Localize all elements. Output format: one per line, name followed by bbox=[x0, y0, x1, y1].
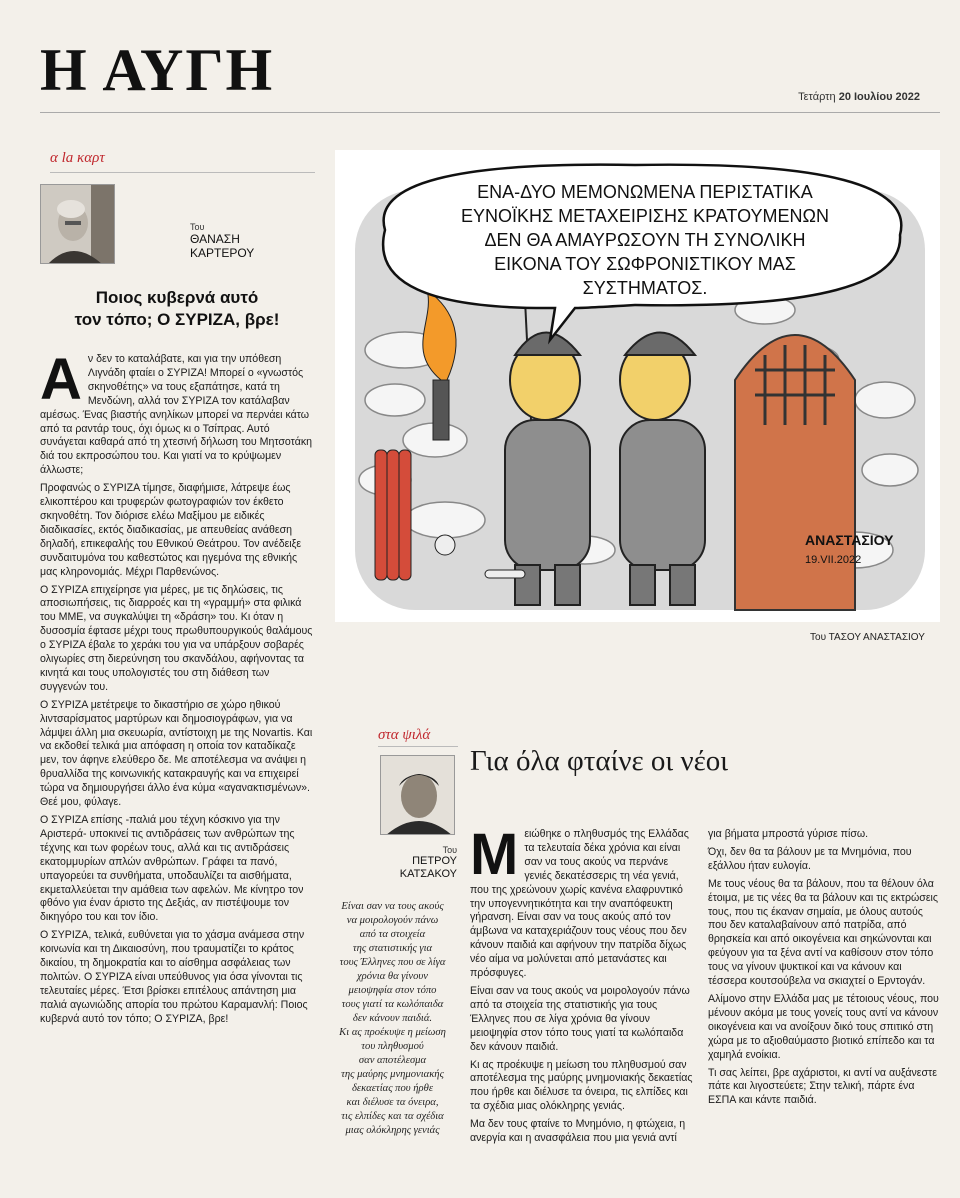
pull-quote-line: να μοιρολογούν πάνω bbox=[346, 915, 439, 926]
article-paragraph: Ο ΣΥΡΙΖΑ, τελικά, ευθύνεται για το χάσμα ανάμεσα στην κοινωνία και τη Δικαιοσύνη, που τραυματίζει το κράτος δικαίου, τη δημοκρατία και το αίσθημα ασφάλειας των πολιτών. Ο ΣΥΡΙΖΑ είναι υπεύθυνος για όσα γίνονται τις τελευταίες μέρες. Έτσι βρίσκει επιτέλους απάντηση μια παλιά αγωνιώδης απορία του πρώτου Καραμανλή: Ποιος κυβερνά αυτό τον τόπο; Ο ΣΥΡΙΖΑ, βρε! bbox=[40, 929, 308, 1025]
column2-body-b bbox=[708, 828, 940, 1178]
pull-quote-line: τους γιατί τα κωλόπαιδα bbox=[341, 999, 444, 1010]
author2-name-last: ΚΑΤΣΑΚΟΥ bbox=[399, 868, 457, 880]
dropcap-2: Μ bbox=[470, 822, 519, 887]
balloon-line-4: ΕΙΚΟΝΑ ΤΟΥ ΣΩΦΡΟΝΙΣΤΙΚΟΥ ΜΑΣ bbox=[494, 254, 796, 274]
article-paragraph: Κι ας προέκυψε η μείωση του πληθυσμού σαν αποτέλεσμα της μαύρης μνημονιακής δεκαετίας που ήρθε και διέλυσε τα όνειρα, τις ελπίδες και τα σχέδια μιας ολόκληρης γενιάς. bbox=[470, 1058, 693, 1113]
article-paragraph: Προφανώς ο ΣΥΡΙΖΑ τίμησε, διαφήμισε, λάτρεψε έως ελικοπτέρου και τρυφερών φωτογραφιών τον έκθετο σκηνοθέτη. Τον διόρισε ελέω Μαξίμου με ειδικές διαδικασίες, εκτός διαδικασίας, με απευθείας ανάθεση δηλαδή, επικεφαλής του Εθνικού Θεάτρου. Τον ανέδειξε συνδαιτυμόνα του καθεστώτος και ηγεμόνα της εθνικής μας κληρονομιάς. Μέχρι Παρθενώνος. bbox=[40, 482, 302, 578]
issue-date-value: 20 Ιουλίου 2022 bbox=[838, 91, 920, 103]
balloon-line-5: ΣΥΣΤΗΜΑΤΟΣ. bbox=[582, 278, 708, 298]
issue-day: Τετάρτη bbox=[798, 91, 836, 103]
balloon-line-1: ΕΝΑ-ΔΥΟ ΜΕΜΟΝΩΜΕΝΑ ΠΕΡΙΣΤΑΤΙΚΑ bbox=[477, 182, 813, 202]
author-name-first: ΘΑΝΑΣΗ bbox=[190, 232, 240, 246]
pull-quote-line: της στατιστικής για bbox=[352, 943, 433, 954]
article-paragraph: ειώθηκε ο πληθυσμός της Ελλάδας τα τελευταία δέκα χρόνια και είναι σαν να τους ακούς να περνάνε γενιές δεκατέσσερις τη νέα γενιά, που της χρεώνουν χωρίς κανένα ελαφρυντικό την υπογεννητικότητα και την αναπόφευκτη γήρανση. Είναι σαν να τους ακούς από τον άμβωνα να καταχεριάζουν τους νέους που δεν κάνουν παιδιά και αφήνουν την πατρίδα δίχως νέο αίμα να μολύνεται από μετανάστες και πρόσφυγες. bbox=[470, 828, 689, 980]
editorial-cartoon bbox=[335, 150, 940, 622]
pull-quote bbox=[325, 900, 460, 1138]
cartoon-date: 19.VII.2022 bbox=[805, 554, 862, 566]
credit-name: ΤΑΣΟΥ ΑΝΑΣΤΑΣΙΟΥ bbox=[828, 632, 925, 643]
kicker2-rule bbox=[378, 746, 458, 747]
pull-quote-line: Είναι σαν να τους ακούς bbox=[341, 901, 444, 912]
article-paragraph: Είναι σαν να τους ακούς να μοιρολογούν πάνω από τα στοιχεία της στατιστικής για τους Έλληνες που σε λίγα χρόνια θα γίνουν μειοψηφία στον τόπο τους γιατί τα κωλόπαιδα δεν κάνουν παιδιά. bbox=[470, 984, 690, 1053]
issue-date bbox=[798, 91, 920, 103]
column1-headline bbox=[52, 287, 302, 331]
pull-quote-line: από τα στοιχεία bbox=[359, 929, 426, 940]
balloon-line-2: ΕΥΝΟΪΚΗΣ ΜΕΤΑΧΕΙΡΙΣΗΣ ΚΡΑΤΟΥΜΕΝΩΝ bbox=[461, 206, 829, 226]
cartoonist-signature: ΑΝΑΣΤΑΣΙΟΥ bbox=[805, 532, 894, 548]
column1-byline bbox=[190, 222, 254, 260]
pull-quote-line: δεκαετίας που ήρθε bbox=[352, 1083, 433, 1094]
article-paragraph: για βήματα μπροστά γύρισε πίσω. bbox=[708, 828, 869, 840]
column-kicker: α la καρτ bbox=[50, 150, 105, 166]
column1-body bbox=[40, 347, 315, 1193]
pull-quote-line: τις ελπίδες και τα σχέδια bbox=[341, 1111, 444, 1122]
article-paragraph: Ο ΣΥΡΙΖΑ επιχείρησε για μέρες, με τις δηλώσεις, τις αποσιωπήσεις, τις διαρροές και τη «γραμμή» στα φιλικά του ΜΜΕ, να συγκαλύψει τη «δράση» του. Κι όταν η δυσοσμία έφτασε μέχρι τους πρωθυπουργικούς θαλάμους ο ΣΥΡΙΖΑ έβαλε το χεράκι του για να υπάρξουν σοβαρές ολιγωρίες στη διερεύνηση του σκανδάλου, αφήνοντας τα κινητά και τους υπολογιστές του στη διάθεση των συγγενών του. bbox=[40, 583, 313, 693]
column2-body-a bbox=[470, 822, 695, 1178]
pull-quote-line: και διέλυσε τα όνειρα, bbox=[346, 1097, 439, 1108]
masthead-rule bbox=[40, 112, 940, 113]
author-name-last: ΚΑΡΤΕΡΟΥ bbox=[190, 246, 255, 260]
article-paragraph: Όχι, δεν θα τα βάλουν με τα Μνημόνια, που εξάλλου ήταν ευλογία. bbox=[708, 845, 912, 872]
article-paragraph: ν δεν το καταλάβατε, και για την υπόθεση Λιγνάδη φταίει ο ΣΥΡΙΖΑ! Μπορεί ο «γνωστός σκηνοθέτης» να τους εξαπάτησε, κατά τη Μενδώνη, αλλά τον ΣΥΡΙΖΑ τον κατάλαβαν αμέσως. Ένας βιαστής ανηλίκων μπορεί να περνάει κάτω από τα ραντάρ τους, όχι όμως κι ο Τσίπρας. Αυτό συνάγεται καθαρά από τη χτεσινή δήλωση του Μητσοτάκη διά του εκπροσώπου του. Και γιατί να το κρύψωμεν άλλωστε; bbox=[40, 353, 313, 477]
pull-quote-line: χρόνια θα γίνουν bbox=[357, 971, 428, 982]
column2-byline bbox=[387, 845, 457, 881]
pull-quote-line: της μαύρης μνημονιακής bbox=[341, 1069, 444, 1080]
article-paragraph: Αλίμονο στην Ελλάδα μας με τέτοιους νέους, που μένουν ακόμα με τους γονείς τους αντί να κάνουν οικογένεια και να ανοίξουν δικό τους σπιτικό στη χώρα με το αξιοθαύμαστο βιοτικό επίπεδο και τα χαμηλά ενοίκια. bbox=[708, 992, 939, 1061]
pull-quote-line: μιας ολόκληρης γενιάς bbox=[345, 1125, 440, 1136]
pull-quote-line: δεν κάνουν παιδιά. bbox=[352, 1013, 433, 1024]
pull-quote-line: μειοψηφία στον τόπο bbox=[348, 985, 437, 996]
article-paragraph: Με τους νέους θα τα βάλουν, που τα θέλουν όλα έτοιμα, με τις νέες θα τα βάλουν και τις εκτρώσεις τους, που τις έκαναν σημαία, με όλους αυτούς που δεν καταλαβαίνουν από πατρίδα, από θρησκεία και από οικογένεια και σηκώνονται και φεύγουν για τα ξένα αντί να καθίσουν στον τόπο τους να γίνουν ψυκτικοί και να κάνουν και τέσσερα κουτσούβελα να σκιαχτεί ο Ερντογάν. bbox=[708, 877, 939, 988]
article-paragraph: Μα δεν τους φταίνε το Μνημόνιο, η φτώχεια, η ανεργία και η ανασφάλεια που μια γενιά αντί bbox=[470, 1118, 686, 1145]
balloon-line-3: ΔΕΝ ΘΑ ΑΜΑΥΡΩΣΟΥΝ ΤΗ ΣΥΝΟΛΙΚΗ bbox=[484, 230, 806, 250]
author-photo-2 bbox=[380, 755, 455, 835]
credit-prefix: Του bbox=[810, 632, 827, 643]
pull-quote-line: του πληθυσμού bbox=[361, 1041, 424, 1052]
author-photo bbox=[40, 184, 115, 264]
kicker-rule bbox=[50, 172, 315, 173]
column2-kicker: στα ψιλά bbox=[378, 727, 431, 743]
article-paragraph: Ο ΣΥΡΙΖΑ επίσης -παλιά μου τέχνη κόσκινο για την Αριστερά- υποκινεί τις αντιδράσεις των ανθρώπων της τέχνης και των φορέων τους, αλλά και τις αντιδράσεις εκατομμυρίων απλών ανθρώπων. Γράφει τα πανό, υπαγορεύει τα συνθήματα, υποδαυλίζει τα αισθήματα, εκμεταλλεύεται την αμάθεια των αφελών. Με κίνητρο τον φθόνο για έναν άριστο της Δεξιάς, αν πιστέψουμε τον δικηγόρο του και τον ίδιο. bbox=[40, 814, 304, 924]
column2-headline: Για όλα φταίνε οι νέοι bbox=[470, 745, 729, 777]
headline-line-1: Ποιος κυβερνά αυτό bbox=[95, 288, 259, 307]
pull-quote-line: σαν αποτέλεσμα bbox=[358, 1055, 427, 1066]
article-paragraph: Ο ΣΥΡΙΖΑ μετέτρεψε το δικαστήριο σε χώρο ηθικού λιντσαρίσματος μαρτύρων και δημοσιογράφων, για να λάμψει άλλη μια σκευωρία, αντίστοιχη με της Novartis. Και να εκδοθεί τελικά μια απόφαση η οποία τον καταδίκαζε μεν, τον άφηνε ελεύθερο δε. Με αποτέλεσμα να ανάψει η θρυαλλίδα της κοινωνικής κατακραυγής και να επιχειρεί τώρα να δημιουργήσει άλλο ένα κύμα «αγανακτισμένων». Θεέ μου, φύλαγε. bbox=[40, 698, 313, 809]
article-paragraph: Τι σας λείπει, βρε αχάριστοι, κι αντί να αυξάνεστε πάτε και λιγοστεύετε; Στην τελική, πάρτε ένα ΕΣΠΑ και κάντε παιδιά. bbox=[708, 1066, 937, 1107]
pull-quote-line: τους Έλληνες που σε λίγα bbox=[339, 957, 446, 968]
cartoon-credit bbox=[810, 632, 925, 643]
pull-quote-line: Κι ας προέκυψε η μείωση bbox=[339, 1027, 446, 1038]
dropcap: Α bbox=[40, 347, 82, 412]
byline-prefix: Του bbox=[190, 222, 205, 232]
byline2-prefix: Του bbox=[442, 845, 457, 855]
headline-line-2: τον τόπο; Ο ΣΥΡΙΖΑ, βρε! bbox=[74, 310, 280, 329]
author2-name-first: ΠΕΤΡΟΥ bbox=[412, 855, 457, 867]
masthead-title: Η ΑΥΓΗ bbox=[40, 37, 275, 103]
